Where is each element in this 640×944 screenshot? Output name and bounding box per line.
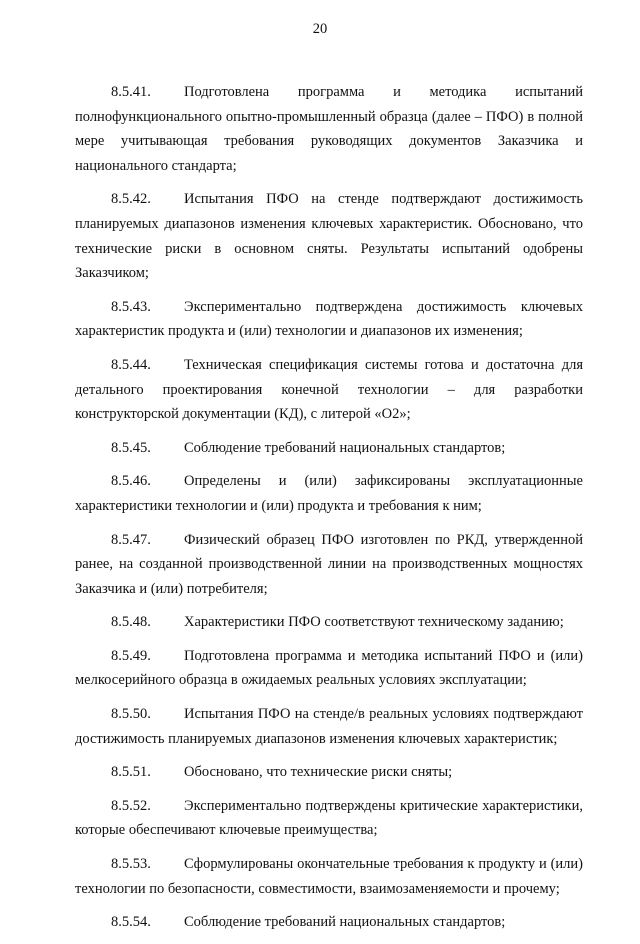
paragraph-8-5-42 [75,187,583,285]
paragraph-text: Обосновано, что технические риски сняты; [184,764,453,781]
paragraph-8-5-47 [75,528,583,602]
paragraph-text: Сформулированы окончательные требования к продукту и (или) технологии по безопасности, совместимости, взаимозаменяемости и прочему; [75,856,583,897]
paragraph-8-5-44 [75,353,583,427]
paragraph-text: Испытания ПФО на стенде/в реальных условиях подтверждают достижимость планируемых диапазонов изменения ключевых характеристик; [75,706,583,747]
paragraph-number: 8.5.51. [111,764,151,781]
paragraph-number: 8.5.45. [111,439,151,456]
paragraph-number: 8.5.42. [111,191,151,208]
paragraph-number: 8.5.48. [111,614,151,631]
paragraph-text: Соблюдение требований национальных стандартов; [184,439,506,456]
paragraph-8-5-45 [75,436,583,461]
paragraph-text: Физический образец ПФО изготовлен по РКД, утвержденной ранее, на созданной производственной линии на производственных мощностях Заказчика и (или) потребителя; [75,531,583,597]
paragraph-8-5-50 [75,702,583,751]
paragraph-number: 8.5.54. [111,914,151,931]
paragraph-8-5-43 [75,295,583,344]
paragraph-8-5-51 [75,760,583,785]
paragraph-number: 8.5.53. [111,856,151,873]
paragraph-text: Подготовлена программа и методика испытаний полнофункционального опытно-промышленный образца (далее – ПФО) в полной мере учитывающая требования руководящих документов Заказчика и национального стандарта; [75,84,583,174]
paragraph-8-5-49 [75,644,583,693]
paragraph-text: Техническая спецификация системы готова и достаточна для детального проектирования конечной технологии – для разработки конструкторской документации (КД), с литерой «О2»; [75,356,583,423]
paragraph-text: Испытания ПФО на стенде подтверждают достижимость планируемых диапазонов изменения ключевых характеристик. Обосновано, что технические риски в основном сняты. Результаты испытаний одобрены Заказчиком; [75,191,583,282]
paragraph-8-5-54 [75,910,583,935]
paragraph-number: 8.5.52. [111,797,151,814]
paragraph-text: Характеристики ПФО соответствуют техническому заданию; [184,614,564,631]
paragraph-8-5-52 [75,794,583,843]
paragraph-number: 8.5.49. [111,647,151,664]
paragraph-8-5-46 [75,469,583,518]
paragraph-text: Определены и (или) зафиксированы эксплуатационные характеристики технологии и (или) продукта и требования к ним; [75,473,583,514]
paragraph-text: Соблюдение требований национальных стандартов; [184,914,506,931]
paragraph-number: 8.5.47. [111,531,151,548]
paragraph-number: 8.5.43. [111,298,151,315]
paragraph-8-5-53 [75,852,583,901]
paragraph-number: 8.5.46. [111,473,151,490]
paragraph-8-5-41 [75,80,583,178]
paragraph-text: Подготовлена программа и методика испытаний ПФО и (или) мелкосерийного образца в ожидаемых реальных условиях эксплуатации; [75,647,583,689]
paragraph-text: Экспериментально подтверждены критические характеристики, которые обеспечивают ключевые преимущества; [75,797,583,839]
paragraph-text: Экспериментально подтверждена достижимость ключевых характеристик продукта и (или) технологии и диапазонов их изменения; [75,298,583,340]
document-body [75,80,583,944]
paragraph-number: 8.5.41. [111,84,151,100]
page-number: 20 [312,21,328,37]
paragraph-number: 8.5.44. [111,356,151,373]
paragraph-8-5-48 [75,610,583,635]
paragraph-number: 8.5.50. [111,706,151,723]
